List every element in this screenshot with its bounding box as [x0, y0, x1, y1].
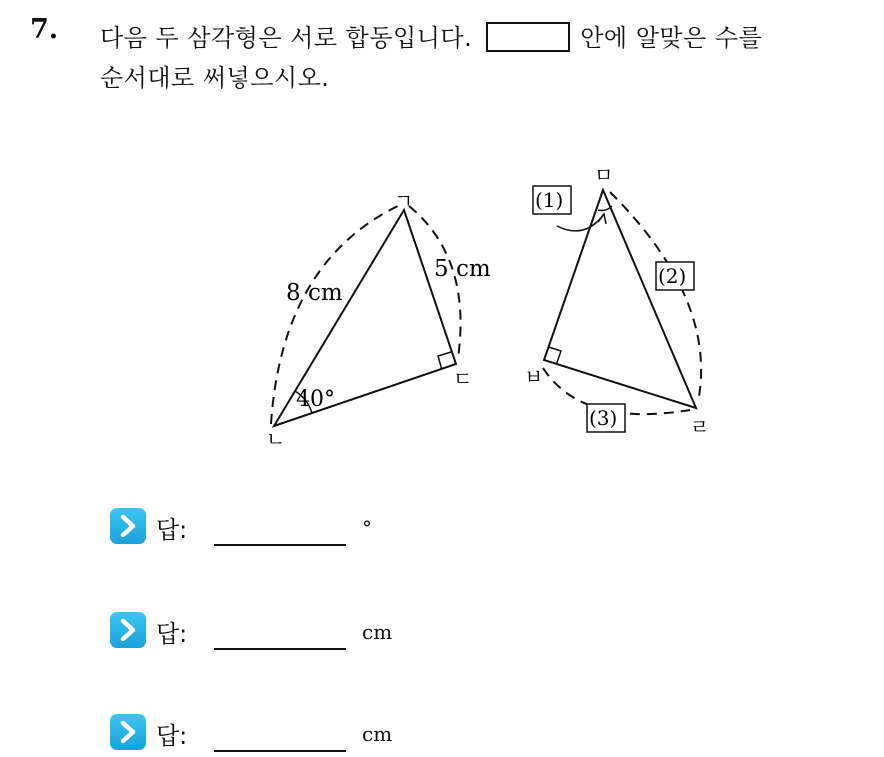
right-triangle-outline	[544, 190, 696, 408]
answer-input-line[interactable]	[214, 648, 346, 650]
question-number: 7.	[30, 14, 59, 45]
answer-input-line[interactable]	[214, 544, 346, 546]
right-vertex-right: ㄹ	[690, 415, 710, 439]
question-text-after-box: 안에 알맞은 수를	[580, 24, 763, 52]
right-vertex-left: ㅂ	[524, 365, 544, 389]
left-dashed-arc-short	[409, 206, 461, 358]
answer-input-line[interactable]	[214, 750, 346, 752]
answer-box-1-label: (1)	[535, 188, 564, 212]
left-vertex-right: ㄷ	[453, 367, 473, 391]
left-vertex-bottom: ㄴ	[266, 427, 286, 451]
pointer-curve	[557, 214, 604, 231]
chevron-right-icon	[110, 508, 146, 544]
answer-box-3-label: (3)	[589, 406, 618, 430]
answer-label: 답:	[156, 722, 188, 750]
question-text-before-box: 다음 두 삼각형은 서로 합동입니다.	[100, 24, 473, 52]
chevron-right-icon	[110, 612, 146, 648]
answer-unit: cm	[362, 722, 393, 746]
left-dashed-arc-long	[271, 204, 402, 424]
answer-box-2-label: (2)	[658, 264, 687, 288]
chevron-right-icon	[110, 714, 146, 750]
right-triangle	[543, 190, 701, 414]
question-text-line2: 순서대로 써넣으시오.	[100, 64, 330, 92]
left-vertex-top: ㄱ	[394, 189, 414, 213]
answer-label: 답:	[156, 620, 188, 648]
answer-unit: cm	[362, 620, 393, 644]
right-dashed-arc-long	[610, 192, 701, 402]
answer-label: 답:	[156, 516, 188, 544]
right-vertex-top: ㅁ	[594, 163, 614, 187]
left-side-label-long: 8 cm	[286, 280, 343, 306]
left-angle-label: 40°	[296, 387, 335, 412]
left-side-label-short: 5 cm	[434, 256, 491, 282]
answer-unit: °	[362, 516, 372, 540]
